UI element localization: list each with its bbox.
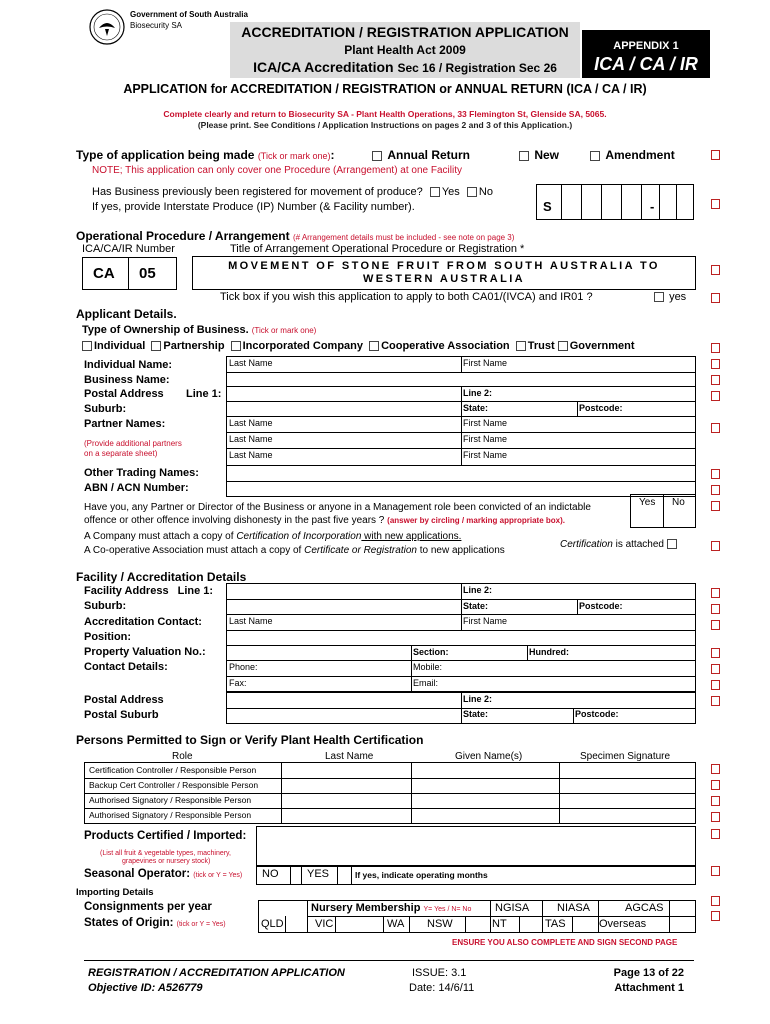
persons-col-sig: Specimen Signature bbox=[580, 751, 671, 762]
new-label: New bbox=[534, 148, 560, 162]
facility-contact-last-name[interactable]: Last Name bbox=[229, 616, 273, 626]
cooperative-checkbox[interactable] bbox=[369, 341, 379, 351]
applicant-postcode[interactable]: Postcode: bbox=[579, 403, 623, 413]
footer-attachment: Attachment 1 bbox=[614, 982, 684, 994]
cert-attached-checkbox[interactable] bbox=[667, 539, 677, 549]
piping-shrike-icon bbox=[88, 8, 126, 46]
office-checkbox[interactable] bbox=[711, 588, 720, 598]
other-trading-field[interactable] bbox=[226, 465, 696, 497]
ownership-options bbox=[82, 340, 634, 352]
operational-heading: Operational Procedure / Arrangement bbox=[76, 229, 290, 243]
state-overseas[interactable]: Overseas bbox=[599, 918, 647, 930]
office-checkbox[interactable] bbox=[711, 696, 720, 706]
conviction-no[interactable]: No bbox=[672, 497, 685, 508]
facility-address-text: Facility Address bbox=[84, 585, 169, 597]
ca-number: 05 bbox=[139, 265, 156, 282]
persons-col-given: Given Name(s) bbox=[455, 751, 523, 762]
facility-suburb-label: Suburb: bbox=[84, 600, 127, 612]
instruction-line1: Complete clearly and return to Biosecurity SA - Plant Health Operations, 33 Flemington St, Glenside SA, 5065. bbox=[163, 109, 607, 119]
ca-prefix: CA bbox=[93, 265, 115, 282]
owner-individual[interactable] bbox=[82, 340, 145, 352]
opt-new[interactable] bbox=[519, 148, 559, 162]
conviction-question-2 bbox=[84, 515, 565, 526]
office-checkbox[interactable] bbox=[711, 780, 720, 790]
facility-email[interactable]: Email: bbox=[413, 678, 439, 688]
nursery-grid bbox=[258, 900, 696, 933]
owner-incorporated[interactable] bbox=[231, 340, 363, 352]
act-name: Plant Health Act 2009 bbox=[344, 43, 466, 57]
facility-postal-state[interactable]: State: bbox=[463, 709, 489, 719]
applicant-line2[interactable]: Line 2: bbox=[463, 388, 493, 398]
office-checkbox[interactable] bbox=[711, 423, 720, 433]
nursery-label-row bbox=[311, 902, 471, 914]
membership-niasa[interactable]: NIASA bbox=[557, 902, 591, 914]
individual-last-name[interactable]: Last Name bbox=[229, 358, 273, 368]
office-checkbox[interactable] bbox=[711, 150, 720, 160]
owner-partnership[interactable] bbox=[151, 340, 224, 352]
persons-col-role: Role bbox=[172, 751, 193, 762]
office-checkbox[interactable] bbox=[711, 796, 720, 806]
facility-postcode[interactable]: Postcode: bbox=[579, 601, 623, 611]
facility-contact-first-name[interactable]: First Name bbox=[463, 616, 508, 626]
amendment-checkbox[interactable] bbox=[590, 151, 600, 161]
facility-postal-postcode[interactable]: Postcode: bbox=[575, 709, 619, 719]
conviction-yes[interactable]: Yes bbox=[639, 497, 656, 508]
applicant-heading: Applicant Details. bbox=[76, 307, 177, 321]
facility-phone[interactable]: Phone: bbox=[229, 662, 258, 672]
arrangement-title-line2: WESTERN AUSTRALIA bbox=[363, 273, 525, 285]
incorporated-checkbox[interactable] bbox=[231, 341, 241, 351]
trust-label: Trust bbox=[527, 340, 555, 352]
partnership-checkbox[interactable] bbox=[151, 341, 161, 351]
membership-ngisa[interactable]: NGISA bbox=[495, 902, 530, 914]
office-checkbox[interactable] bbox=[711, 485, 720, 495]
doc-title: ACCREDITATION / REGISTRATION APPLICATION bbox=[241, 24, 569, 40]
office-checkbox[interactable] bbox=[711, 812, 720, 822]
office-checkbox[interactable] bbox=[711, 866, 720, 876]
persons-heading: Persons Permitted to Sign or Verify Plant Health Certification bbox=[76, 733, 424, 747]
previous-registration-text: Has Business previously been registered for movement of produce? bbox=[92, 186, 423, 198]
footer-divider bbox=[84, 960, 694, 961]
gov-logo bbox=[88, 8, 126, 46]
appendix-badge bbox=[582, 30, 710, 78]
products-field[interactable] bbox=[256, 826, 696, 866]
prev-no-checkbox[interactable] bbox=[467, 187, 477, 197]
ip-number-field[interactable] bbox=[536, 184, 694, 220]
office-checkbox[interactable] bbox=[711, 469, 720, 479]
partner3-first-name[interactable]: First Name bbox=[463, 450, 508, 460]
ensure-note: ENSURE YOU ALSO COMPLETE AND SIGN SECOND PAGE bbox=[452, 938, 678, 947]
type-note: NOTE; This application can only cover one Procedure (Arrangement) at one Facility bbox=[92, 165, 462, 176]
office-checkbox[interactable] bbox=[711, 620, 720, 630]
operational-heading-note: (# Arrangement details must be included - see note on page 3) bbox=[292, 233, 515, 242]
nursery-hint: Y= Yes / N= No bbox=[423, 906, 472, 913]
conviction-question-2-text: offence or other offence involving dishonesty in the past five years ? bbox=[84, 515, 385, 526]
facility-postal-grid bbox=[226, 692, 696, 724]
application-type-hint: (Tick or mark one) bbox=[257, 151, 331, 161]
footer-left1: REGISTRATION / ACCREDITATION APPLICATION bbox=[88, 967, 345, 979]
application-type-row bbox=[76, 148, 335, 162]
new-checkbox[interactable] bbox=[519, 151, 529, 161]
company-note-b: Certification of Incorporation bbox=[236, 531, 362, 542]
applicant-state[interactable]: State: bbox=[463, 403, 489, 413]
both-ca-yes: yes bbox=[669, 291, 687, 303]
partner1-last-name[interactable]: Last Name bbox=[229, 418, 273, 428]
operating-months[interactable]: If yes, indicate operating months bbox=[355, 870, 488, 880]
state-qld[interactable]: QLD bbox=[261, 918, 284, 930]
table-row: Authorised Signatory / Responsible Person bbox=[89, 795, 252, 805]
facility-postal-suburb-label: Postal Suburb bbox=[84, 709, 159, 721]
office-checkbox[interactable] bbox=[711, 343, 720, 353]
ownership-label: Type of Ownership of Business. bbox=[82, 324, 249, 336]
facility-valuation-label: Property Valuation No.: bbox=[84, 646, 206, 658]
opt-amendment[interactable] bbox=[590, 148, 675, 162]
office-checkbox[interactable] bbox=[711, 648, 720, 658]
amendment-label: Amendment bbox=[605, 148, 675, 162]
membership-agcas[interactable]: AGCAS bbox=[625, 902, 664, 914]
prev-no-label: No bbox=[478, 186, 493, 198]
facility-postal-address-label: Postal Address bbox=[84, 694, 164, 706]
individual-label: Individual bbox=[94, 340, 146, 352]
doc-subtitle bbox=[230, 59, 580, 75]
table-row: Certification Controller / Responsible Person bbox=[89, 765, 257, 775]
abn-label: ABN / ACN Number: bbox=[84, 482, 189, 494]
owner-government[interactable] bbox=[558, 340, 635, 352]
facility-state[interactable]: State: bbox=[463, 601, 489, 611]
cert-attached-a: Certification bbox=[560, 539, 613, 550]
footer-page: Page 13 of 22 bbox=[613, 967, 684, 979]
partner2-first-name[interactable]: First Name bbox=[463, 434, 508, 444]
line1-label: Line 1: bbox=[186, 388, 222, 400]
arrangement-title-field[interactable] bbox=[192, 256, 696, 290]
trust-checkbox[interactable] bbox=[516, 341, 526, 351]
conviction-hint: (answer by circling / marking appropriate box). bbox=[387, 516, 565, 525]
arrangement-title-line1: MOVEMENT OF STONE FRUIT FROM SOUTH AUSTRALIA TO bbox=[228, 260, 660, 272]
facility-address-label bbox=[84, 585, 213, 597]
office-checkbox[interactable] bbox=[711, 829, 720, 839]
application-type-label: Type of application being made bbox=[76, 148, 255, 162]
seasonal-hint: (tick or Y = Yes) bbox=[193, 872, 243, 879]
footer-date: Date: 14/6/11 bbox=[409, 982, 475, 994]
both-ca-question: Tick box if you wish this application to apply to both CA01/(IVCA) and IR01 ? bbox=[220, 291, 593, 303]
coop-note-b: Certificate or Registration bbox=[304, 545, 417, 556]
individual-checkbox[interactable] bbox=[82, 341, 92, 351]
states-hint: (tick or Y = Yes) bbox=[176, 921, 226, 928]
office-checkbox[interactable] bbox=[711, 501, 720, 511]
both-ca-option[interactable] bbox=[654, 291, 686, 303]
partnership-label: Partnership bbox=[163, 340, 225, 352]
seasonal-grid bbox=[256, 866, 696, 885]
footer-left2: Objective ID: A526779 bbox=[88, 982, 203, 994]
other-trading-label: Other Trading Names: bbox=[84, 467, 199, 479]
subtitle-a: ICA/CA Accreditation bbox=[253, 59, 394, 75]
incorporated-label: Incorporated Company bbox=[242, 340, 364, 352]
office-checkbox[interactable] bbox=[711, 680, 720, 690]
office-checkbox[interactable] bbox=[711, 541, 720, 551]
subtitle-b: Sec 16 / Registration Sec 26 bbox=[397, 61, 557, 75]
footer-issue: ISSUE: 3.1 bbox=[412, 967, 467, 979]
ownership-hint: (Tick or mark one) bbox=[251, 326, 317, 335]
table-row: Backup Cert Controller / Responsible Person bbox=[89, 780, 259, 790]
office-checkbox[interactable] bbox=[711, 199, 720, 209]
partner-names-label: Partner Names: bbox=[84, 418, 166, 430]
nursery-label: Nursery Membership bbox=[311, 902, 421, 914]
company-note-c: with new applications. bbox=[361, 531, 462, 542]
individual-first-name[interactable]: First Name bbox=[463, 358, 508, 368]
facility-postal-line2[interactable]: Line 2: bbox=[463, 694, 493, 704]
arrangement-title-col: Title of Arrangement Operational Procedure or Registration * bbox=[230, 243, 525, 255]
badge-label: ICA / CA / IR bbox=[594, 54, 698, 74]
conviction-answer-box bbox=[630, 494, 696, 528]
facility-section[interactable]: Section: bbox=[413, 647, 449, 657]
facility-grid bbox=[226, 583, 696, 692]
facility-line1-text: Line 1: bbox=[177, 585, 214, 597]
seasonal-yes[interactable]: YES bbox=[307, 868, 330, 880]
facility-mobile[interactable]: Mobile: bbox=[413, 662, 443, 672]
ownership-row bbox=[82, 324, 316, 336]
gov-line2: Biosecurity SA bbox=[130, 21, 183, 30]
individual-name-label: Individual Name: bbox=[84, 359, 173, 371]
facility-hundred[interactable]: Hundred: bbox=[529, 647, 569, 657]
business-name-label: Business Name: bbox=[84, 374, 170, 386]
office-checkbox[interactable] bbox=[711, 664, 720, 674]
facility-fax[interactable]: Fax: bbox=[229, 678, 247, 688]
conviction-question-1: Have you, any Partner or Director of the Business or anyone in a Management role been convicted of an indictable bbox=[84, 502, 591, 513]
partners-note2: on a separate sheet) bbox=[84, 449, 158, 458]
states-row bbox=[84, 917, 226, 929]
ca-number-field[interactable] bbox=[82, 257, 177, 290]
annual-return-checkbox[interactable] bbox=[372, 151, 382, 161]
office-checkbox[interactable] bbox=[711, 896, 720, 906]
gov-line1: Government of South Australia bbox=[130, 10, 248, 19]
persons-col-last: Last Name bbox=[325, 751, 374, 762]
office-checkbox[interactable] bbox=[711, 375, 720, 385]
appendix-label: APPENDIX 1 bbox=[613, 40, 679, 52]
both-ca-checkbox[interactable] bbox=[654, 292, 664, 302]
ica-number-col: ICA/CA/IR Number bbox=[82, 243, 175, 255]
facility-contact-details-label: Contact Details: bbox=[84, 661, 168, 673]
company-note bbox=[84, 531, 461, 542]
prev-yes-checkbox[interactable] bbox=[430, 187, 440, 197]
cert-attached-b: is attached bbox=[612, 539, 664, 550]
previous-registration-question bbox=[92, 186, 493, 198]
facility-heading: Facility / Accreditation Details bbox=[76, 570, 247, 584]
company-note-a: A Company must attach a copy of bbox=[84, 531, 237, 542]
suburb-label: Suburb: bbox=[84, 403, 127, 415]
partner2-last-name[interactable]: Last Name bbox=[229, 434, 273, 444]
partner1-first-name[interactable]: First Name bbox=[463, 418, 508, 428]
office-checkbox[interactable] bbox=[711, 911, 720, 921]
type-colon: : bbox=[330, 148, 335, 162]
operational-heading-row bbox=[76, 229, 514, 243]
state-wa[interactable]: WA bbox=[387, 918, 405, 930]
facility-contact-label: Accreditation Contact: bbox=[84, 616, 202, 628]
opt-annual-return[interactable] bbox=[372, 148, 470, 162]
annual-return-label: Annual Return bbox=[387, 148, 471, 162]
prev-yes-label: Yes bbox=[441, 186, 460, 198]
facility-position-label: Position: bbox=[84, 631, 132, 643]
seasonal-row bbox=[84, 868, 242, 880]
owner-trust[interactable] bbox=[516, 340, 555, 352]
table-row: Authorised Signatory / Responsible Person bbox=[89, 810, 252, 820]
consignments-label: Consignments per year bbox=[84, 901, 212, 913]
state-vic[interactable]: VIC bbox=[315, 918, 334, 930]
postal-address-label: Postal Address bbox=[84, 388, 164, 400]
cooperative-label: Cooperative Association bbox=[381, 340, 510, 352]
office-checkbox[interactable] bbox=[711, 293, 720, 303]
applicant-grid bbox=[226, 356, 696, 466]
government-checkbox[interactable] bbox=[558, 341, 568, 351]
state-tas[interactable]: TAS bbox=[545, 918, 566, 930]
state-nt[interactable]: NT bbox=[492, 918, 507, 930]
instruction-line2: (Please print. See Conditions / Application Instructions on pages 2 and 3 of this Application.) bbox=[197, 120, 573, 130]
importing-heading: Importing Details bbox=[76, 887, 154, 898]
products-hint1: (List all fruit & vegetable types, machinery, bbox=[100, 850, 231, 857]
products-hint2: grapevines or nursery stock) bbox=[122, 858, 211, 865]
owner-cooperative[interactable] bbox=[369, 340, 510, 352]
seasonal-label: Seasonal Operator: bbox=[84, 868, 191, 880]
main-title: APPLICATION for ACCREDITATION / REGISTRATION or ANNUAL RETURN (ICA / CA / IR) bbox=[123, 82, 647, 96]
ip-number-question: If yes, provide Interstate Produce (IP) Number (& Facility number). bbox=[92, 201, 415, 213]
office-checkbox[interactable] bbox=[711, 764, 720, 774]
coop-note bbox=[84, 545, 505, 556]
facility-line2[interactable]: Line 2: bbox=[463, 585, 493, 595]
ip-prefix: S bbox=[543, 199, 552, 214]
government-label: Government bbox=[569, 340, 635, 352]
office-checkbox[interactable] bbox=[711, 265, 720, 275]
partners-note1: (Provide additional partners bbox=[84, 439, 182, 448]
ip-dash: - bbox=[650, 199, 655, 214]
state-nsw[interactable]: NSW bbox=[427, 918, 453, 930]
coop-note-c: to new applications bbox=[416, 545, 505, 556]
office-checkbox[interactable] bbox=[711, 391, 720, 401]
office-checkbox[interactable] bbox=[711, 604, 720, 614]
cert-attached[interactable] bbox=[560, 539, 679, 550]
seasonal-no[interactable]: NO bbox=[262, 868, 279, 880]
states-label: States of Origin: bbox=[84, 917, 174, 929]
persons-table bbox=[84, 762, 696, 824]
office-checkbox[interactable] bbox=[711, 359, 720, 369]
products-heading: Products Certified / Imported: bbox=[84, 830, 247, 842]
coop-note-a: A Co-operative Association must attach a copy of bbox=[84, 545, 305, 556]
partner3-last-name[interactable]: Last Name bbox=[229, 450, 273, 460]
